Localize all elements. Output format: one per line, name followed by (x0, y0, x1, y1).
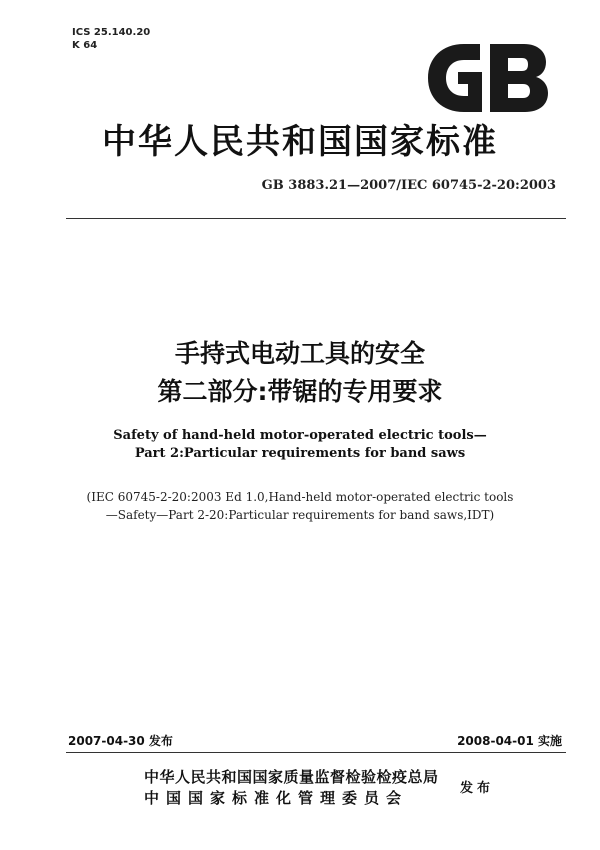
title-chinese-line-1: 手持式电动工具的安全 (174, 339, 425, 368)
title-chinese-line-2: 第二部分:带锯的专用要求 (157, 377, 443, 406)
national-standard-title: 中华人民共和国国家标准 (102, 122, 498, 162)
ics-code: ICS 25.140.20 (72, 27, 151, 38)
classification-codes (72, 26, 150, 52)
issuer-line-1: 中华人民共和国国家质量监督检验检疫总局 (144, 768, 439, 786)
issue-date: 2007-04-30 发布 (68, 734, 173, 748)
bottom-divider (66, 752, 566, 753)
ccs-code: K 64 (72, 40, 98, 51)
top-divider (66, 218, 566, 219)
title-english-line-1: Safety of hand-held motor-operated electric tools— (113, 428, 487, 443)
equivalence-line-1: (IEC 60745-2-20:2003 Ed 1.0,Hand-held motor-operated electric tools (86, 490, 514, 504)
gb-logo (424, 40, 550, 116)
implementation-date: 2008-04-01 实施 (457, 734, 562, 748)
publish-label: 发布 (460, 781, 495, 796)
standard-number: GB 3883.21—2007/IEC 60745-2-20:2003 (261, 178, 556, 193)
equivalence-line-2: —Safety—Part 2-20:Particular requirements for band saws,IDT) (105, 508, 495, 522)
issuer-line-2: 中国国家标准化管理委员会 (144, 789, 409, 807)
title-english-line-2: Part 2:Particular requirements for band saws (134, 446, 466, 461)
